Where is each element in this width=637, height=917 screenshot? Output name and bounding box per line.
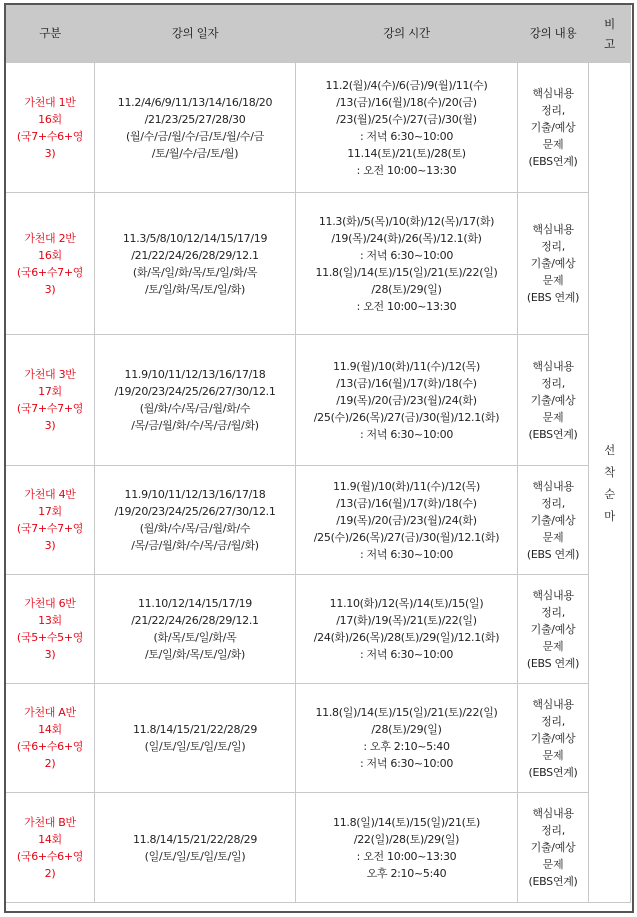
lecture-times-cell-line: /13(금)/16(월)/17(화)/18(수) bbox=[336, 496, 477, 510]
lecture-dates-cell-line: 11.10/12/14/15/17/19 bbox=[137, 597, 252, 610]
lecture-times-cell-line: /23(월)/25(수)/27(금)/30(월) bbox=[336, 112, 477, 126]
class-name-cell bbox=[6, 684, 95, 793]
class-name-cell-line: (국6+수6+영 bbox=[16, 849, 84, 863]
lecture-dates-cell bbox=[95, 466, 296, 575]
table-row bbox=[6, 193, 631, 335]
header-note-char: 비 bbox=[604, 16, 615, 31]
note-char: 선 bbox=[604, 442, 615, 457]
table-row bbox=[6, 575, 631, 684]
lecture-content-cell bbox=[518, 684, 589, 793]
lecture-content-cell-line: (EBS 연계) bbox=[526, 547, 580, 561]
lecture-content-cell bbox=[518, 193, 589, 335]
class-name-cell-line: 3) bbox=[44, 146, 56, 160]
lecture-dates-cell-line: (일/토/일/토/일/토/일) bbox=[144, 740, 246, 753]
class-name-cell-line: 가천대 3반 bbox=[24, 368, 76, 381]
lecture-content-cell-line: 정리, bbox=[541, 240, 565, 253]
lecture-dates-cell-line: /토/일/화/목/토/일/화) bbox=[144, 648, 246, 661]
lecture-dates-cell-line: 11.3/5/8/10/12/14/15/17/19 bbox=[122, 231, 268, 245]
lecture-content-cell-line: 정리, bbox=[541, 714, 565, 728]
lecture-content-cell bbox=[518, 63, 589, 193]
lecture-times-cell-line: : 오전 10:00~13:30 bbox=[356, 299, 457, 313]
lecture-times-cell-line: : 저녁 6:30~10:00 bbox=[359, 427, 454, 441]
lecture-content-cell-line: 정리, bbox=[541, 824, 565, 837]
lecture-dates-cell bbox=[95, 575, 296, 684]
lecture-dates-cell bbox=[95, 684, 296, 793]
class-name-cell-line: 가천대 6반 bbox=[24, 597, 76, 610]
header-category: 구분 bbox=[6, 5, 95, 63]
header-row bbox=[6, 5, 631, 63]
class-name-cell bbox=[6, 193, 95, 335]
lecture-dates-cell-line: (일/토/일/토/일/토/일) bbox=[144, 849, 246, 863]
lecture-content-cell-line: (EBS연계) bbox=[528, 427, 578, 441]
lecture-times-cell bbox=[296, 684, 518, 793]
lecture-dates-cell-line: (월/화/수/목/금/월/화/수 bbox=[139, 522, 251, 535]
class-name-cell-line: (국6+수6+영 bbox=[16, 740, 84, 753]
class-name-cell-line: 3) bbox=[44, 648, 56, 661]
lecture-times-cell-line: : 저녁 6:30~10:00 bbox=[359, 248, 454, 262]
lecture-times-cell bbox=[296, 63, 518, 193]
table-row bbox=[6, 63, 631, 193]
lecture-content-cell-line: 기출/예상 bbox=[530, 393, 576, 407]
lecture-dates-cell-line: (화/목/토/일/화/목 bbox=[153, 631, 237, 644]
lecture-content-cell bbox=[518, 575, 589, 684]
header-note bbox=[589, 5, 631, 63]
class-name-cell-line: (국7+수7+영 bbox=[16, 402, 84, 415]
lecture-dates-cell-line: (월/수/금/월/수/금/토/월/수/금 bbox=[126, 129, 264, 143]
lecture-content-cell-line: 기출/예상 bbox=[530, 731, 576, 745]
lecture-times-cell-line: /28(토)/29(일) bbox=[371, 282, 442, 296]
note-cell bbox=[589, 63, 631, 903]
class-name-cell-line: 14회 bbox=[38, 832, 62, 846]
table-row bbox=[6, 684, 631, 793]
lecture-content-cell bbox=[518, 335, 589, 466]
class-name-cell bbox=[6, 466, 95, 575]
lecture-content-cell-line: (EBS연계) bbox=[528, 155, 578, 168]
lecture-dates-cell-line: /21/22/24/26/28/29/12.1 bbox=[131, 248, 259, 262]
lecture-times-cell-line: /28(토)/29(일) bbox=[371, 723, 442, 736]
class-name-cell-line: 14회 bbox=[38, 723, 62, 736]
lecture-dates-cell bbox=[95, 193, 296, 335]
lecture-dates-cell-line: 11.8/14/15/21/22/28/29 bbox=[132, 723, 258, 736]
lecture-times-cell bbox=[296, 793, 518, 903]
class-name-cell-line: (국7+수6+영 bbox=[16, 129, 84, 143]
class-name-cell-line: 17회 bbox=[38, 505, 62, 518]
lecture-times-cell-line: 11.3(화)/5(목)/10(화)/12(목)/17(화) bbox=[318, 214, 495, 228]
lecture-times-cell-line: 오후 2:10~5:40 bbox=[366, 866, 447, 880]
lecture-times-cell-line: 11.9(월)/10(화)/11(수)/12(목) bbox=[333, 479, 480, 493]
lecture-dates-cell-line: 11.9/10/11/12/13/16/17/18 bbox=[124, 368, 266, 381]
lecture-times-cell-line: /24(화)/26(목)/28(토)/29(일)/12.1(화) bbox=[313, 631, 500, 644]
lecture-content-cell-line: 핵심내용 bbox=[532, 588, 574, 602]
lecture-dates-cell bbox=[95, 793, 296, 903]
lecture-content-cell-line: 핵심내용 bbox=[532, 697, 574, 711]
lecture-times-cell bbox=[296, 466, 518, 575]
lecture-dates-cell-line: /토/월/수/금/토/월) bbox=[151, 146, 239, 160]
lecture-times-cell-line: 11.8(일)/14(토)/15(일)/21(토)/22(일) bbox=[315, 706, 498, 719]
lecture-content-cell-line: 문제 bbox=[542, 410, 564, 424]
lecture-content-cell-line: 기출/예상 bbox=[530, 257, 576, 270]
class-name-cell bbox=[6, 335, 95, 466]
note-char: 순 bbox=[604, 486, 615, 501]
note-char: 착 bbox=[604, 464, 615, 479]
class-name-cell-line: 13회 bbox=[38, 614, 62, 627]
lecture-times-cell-line: 11.8(일)/14(토)/15(일)/21(토)/22(일) bbox=[315, 265, 498, 279]
lecture-content-cell-line: 기출/예상 bbox=[530, 841, 576, 854]
lecture-times-cell-line: 11.10(화)/12(목)/14(토)/15(일) bbox=[329, 597, 484, 610]
lecture-dates-cell-line: /토/일/화/목/토/일/화) bbox=[144, 282, 246, 296]
lecture-times-cell-line: /13(금)/16(월)/18(수)/20(금) bbox=[336, 95, 477, 109]
lecture-times-cell-line: /25(수)/26(목)/27(금)/30(월)/12.1(화) bbox=[313, 530, 500, 544]
lecture-content-cell-line: 핵심내용 bbox=[532, 479, 574, 493]
lecture-content-cell-line: 정리, bbox=[541, 496, 565, 510]
lecture-content-cell bbox=[518, 793, 589, 903]
lecture-content-cell-line: 핵심내용 bbox=[532, 223, 574, 236]
lecture-dates-cell-line: /21/23/25/27/28/30 bbox=[144, 112, 246, 126]
class-name-cell bbox=[6, 575, 95, 684]
lecture-times-cell-line: : 저녁 6:30~10:00 bbox=[359, 129, 454, 143]
class-name-cell-line: 가천대 1반 bbox=[24, 95, 76, 109]
lecture-times-cell-line: : 저녁 6:30~10:00 bbox=[359, 648, 454, 661]
lecture-dates-cell-line: /19/20/23/24/25/26/27/30/12.1 bbox=[114, 385, 276, 398]
lecture-content-cell-line: 문제 bbox=[542, 858, 564, 871]
lecture-content-cell-line: (EBS 연계) bbox=[526, 656, 580, 670]
header-note-char: 고 bbox=[604, 36, 615, 51]
lecture-content-cell-line: 기출/예상 bbox=[530, 622, 576, 636]
lecture-dates-cell-line: 11.9/10/11/12/13/16/17/18 bbox=[124, 488, 266, 501]
lecture-times-cell-line: 11.14(토)/21(토)/28(토) bbox=[347, 146, 466, 160]
lecture-times-cell bbox=[296, 575, 518, 684]
class-name-cell-line: (국5+수5+영 bbox=[16, 631, 84, 644]
lecture-times-cell-line: /19(목)/20(금)/23(월)/24(화) bbox=[336, 513, 477, 527]
lecture-content-cell-line: 정리, bbox=[541, 104, 565, 117]
lecture-schedule-table bbox=[5, 4, 631, 903]
lecture-content-cell-line: 기출/예상 bbox=[530, 121, 576, 134]
class-name-cell-line: (국6+수7+영 bbox=[16, 265, 84, 279]
lecture-times-cell-line: /13(금)/16(월)/17(화)/18(수) bbox=[336, 376, 477, 390]
lecture-dates-cell-line: 11.8/14/15/21/22/28/29 bbox=[132, 832, 258, 846]
lecture-times-cell-line: /25(수)/26(목)/27(금)/30(월)/12.1(화) bbox=[313, 410, 500, 424]
lecture-dates-cell-line: (화/목/일/화/목/토/일/화/목 bbox=[132, 265, 258, 279]
lecture-times-cell-line: 11.9(월)/10(화)/11(수)/12(목) bbox=[333, 359, 480, 373]
header-content: 강의 내용 bbox=[518, 5, 589, 63]
lecture-times-cell-line: /22(일)/28(토)/29(일) bbox=[353, 832, 460, 846]
class-name-cell-line: 17회 bbox=[38, 385, 62, 398]
lecture-times-cell-line: /17(화)/19(목)/21(토)/22(일) bbox=[336, 614, 477, 627]
lecture-times-cell-line: : 저녁 6:30~10:00 bbox=[359, 547, 454, 561]
class-name-cell-line: 2) bbox=[44, 866, 56, 880]
class-name-cell-line: 3) bbox=[44, 282, 56, 296]
class-name-cell-line: 가천대 4반 bbox=[24, 488, 76, 501]
class-name-cell-line: 가천대 A반 bbox=[24, 706, 76, 719]
lecture-dates-cell-line: /21/22/24/26/28/29/12.1 bbox=[131, 614, 259, 627]
lecture-times-cell-line: /19(목)/24(화)/26(목)/12.1(화) bbox=[331, 231, 482, 245]
lecture-dates-cell bbox=[95, 63, 296, 193]
table-row bbox=[6, 335, 631, 466]
class-name-cell-line: 16회 bbox=[38, 248, 62, 262]
note-char: 마 bbox=[604, 508, 615, 523]
lecture-content-cell-line: 문제 bbox=[542, 274, 564, 287]
lecture-times-cell bbox=[296, 335, 518, 466]
header-times: 강의 시간 bbox=[296, 5, 518, 63]
lecture-content-cell-line: 핵심내용 bbox=[532, 807, 574, 820]
lecture-content-cell-line: (EBS 연계) bbox=[526, 291, 580, 304]
header-dates: 강의 일자 bbox=[95, 5, 296, 63]
lecture-times-cell-line: 11.8(일)/14(토)/15(일)/21(토) bbox=[333, 815, 480, 829]
class-name-cell bbox=[6, 793, 95, 903]
class-name-cell-line: 3) bbox=[44, 419, 56, 432]
class-name-cell-line: 16회 bbox=[38, 112, 62, 126]
lecture-times-cell-line: : 오후 2:10~5:40 bbox=[363, 740, 450, 753]
class-name-cell bbox=[6, 63, 95, 193]
lecture-content-cell-line: (EBS연계) bbox=[528, 875, 578, 888]
lecture-content-cell bbox=[518, 466, 589, 575]
lecture-content-cell-line: 문제 bbox=[542, 639, 564, 653]
class-name-cell-line: 가천대 2반 bbox=[24, 231, 76, 245]
lecture-dates-cell-line: (월/화/수/목/금/월/화/수 bbox=[139, 402, 251, 415]
lecture-content-cell-line: 문제 bbox=[542, 748, 564, 762]
lecture-times-cell-line: : 오전 10:00~13:30 bbox=[356, 849, 457, 863]
lecture-content-cell-line: 핵심내용 bbox=[532, 87, 574, 100]
table-row bbox=[6, 793, 631, 903]
lecture-content-cell-line: 정리, bbox=[541, 605, 565, 619]
lecture-dates-cell-line: /목/금/월/화/수/목/금/월/화) bbox=[131, 419, 259, 432]
lecture-dates-cell-line: /목/금/월/화/수/목/금/월/화) bbox=[131, 539, 259, 552]
lecture-content-cell-line: 정리, bbox=[541, 376, 565, 390]
lecture-content-cell-line: 기출/예상 bbox=[530, 513, 576, 527]
table-row bbox=[6, 466, 631, 575]
lecture-times-cell-line: /19(목)/20(금)/23(월)/24(화) bbox=[336, 393, 477, 407]
lecture-times-cell-line: : 저녁 6:30~10:00 bbox=[359, 757, 454, 770]
lecture-content-cell-line: 핵심내용 bbox=[532, 359, 574, 373]
lecture-content-cell-line: (EBS연계) bbox=[528, 765, 578, 779]
lecture-dates-cell bbox=[95, 335, 296, 466]
lecture-content-cell-line: 문제 bbox=[542, 138, 564, 151]
class-name-cell-line: (국7+수7+영 bbox=[16, 522, 84, 535]
class-name-cell-line: 가천대 B반 bbox=[24, 815, 76, 829]
lecture-dates-cell-line: 11.2/4/6/9/11/13/14/16/18/20 bbox=[117, 95, 273, 109]
lecture-times-cell bbox=[296, 193, 518, 335]
schedule-table-wrapper bbox=[5, 4, 631, 903]
lecture-times-cell-line: : 오전 10:00~13:30 bbox=[356, 163, 457, 177]
class-name-cell-line: 3) bbox=[44, 539, 56, 552]
lecture-content-cell-line: 문제 bbox=[542, 530, 564, 544]
lecture-times-cell-line: 11.2(월)/4(수)/6(금)/9(월)/11(수) bbox=[325, 78, 488, 92]
lecture-dates-cell-line: /19/20/23/24/25/26/27/30/12.1 bbox=[114, 505, 276, 518]
class-name-cell-line: 2) bbox=[44, 757, 56, 770]
